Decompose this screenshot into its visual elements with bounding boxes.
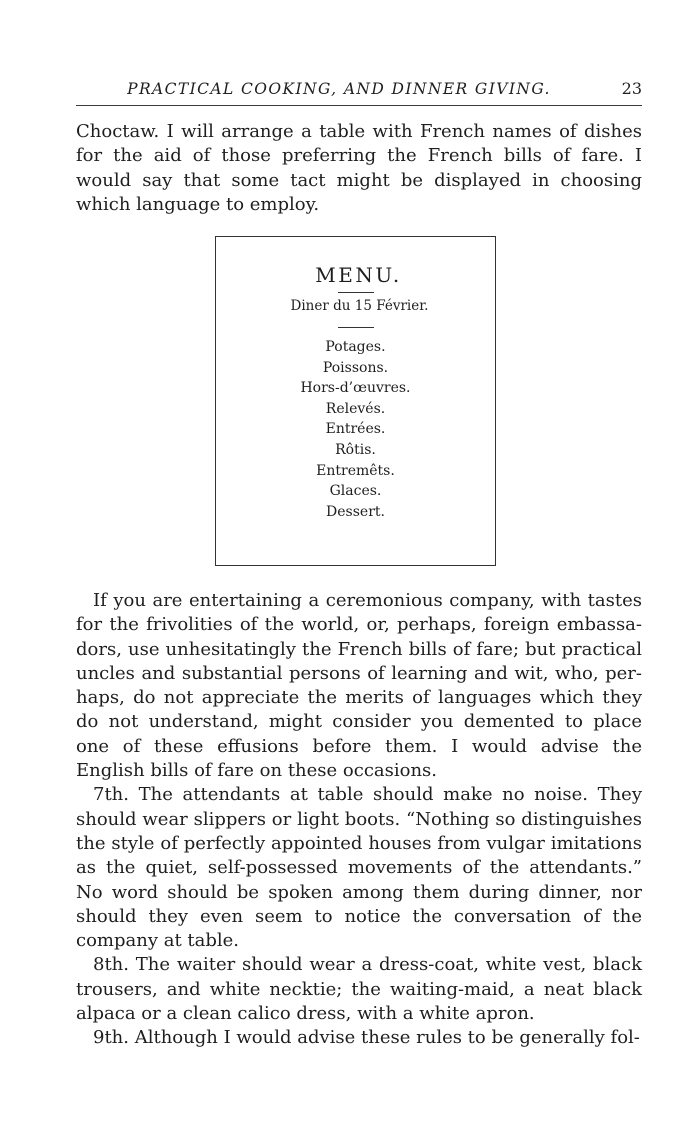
paragraph-rule-9: 9th. Although I would advise these rules to be generally fol-	[93, 1027, 640, 1049]
menu-course: Dessert.	[326, 503, 385, 520]
paragraph-text: Choctaw. I will arrange a table with French names of dishes for the aid of those preferring the French bills of fare. I would say that some tact might be displayed in choosing which language to employ.	[76, 121, 642, 215]
menu-date: Diner du 15 Février.	[290, 298, 429, 314]
intro-paragraph	[76, 120, 642, 217]
body-text	[76, 589, 642, 1051]
menu-course: Glaces.	[329, 483, 382, 500]
paragraph-rule-8: 8th. The waiter should wear a dress-coat, white vest, black trousers, and white necktie; the waiting-maid, a neat black alpaca or a clean calico dress, with a white apron.	[76, 954, 642, 1025]
menu-course: Hors-d’œuvres.	[300, 380, 411, 397]
menu-card	[215, 236, 496, 566]
page-number: 23	[621, 79, 642, 98]
menu-course: Rôtis.	[335, 441, 376, 458]
menu-content	[216, 261, 495, 522]
menu-course: Entrées.	[325, 421, 386, 438]
menu-course: Relevés.	[325, 400, 386, 417]
menu-divider	[338, 292, 374, 293]
header-rule	[76, 105, 642, 106]
menu-course: Entremêts.	[316, 462, 395, 479]
menu-course: Potages.	[325, 339, 386, 355]
menu-course: Poissons.	[322, 359, 389, 376]
running-title: PRACTICAL COOKING, AND DINNER GIVING.	[127, 80, 551, 98]
paragraph-ceremonious-company: If you are entertaining a ceremonious company, with tastes for the frivolities of the world, or, perhaps, foreign embassadors, use unhesitatingly the French bills of fare; but practical uncles and substantial persons of learning and wit, who, perhaps, do not appreciate the merits of languages which they do not understand, might consider you demented to place one of these effusions before them. I would advise the English bills of fare on these occasions.	[76, 590, 642, 782]
running-header	[76, 79, 642, 101]
menu-course-list	[216, 337, 495, 522]
paragraph-rule-7: 7th. The attendants at table should make no noise. They should wear slippers or light boots. “Nothing so distinguishes the style of perfectly appointed houses from vulgar imitations as the quiet, self-possessed movements of the attendants.” No word should be spoken among them during dinner, nor should they even seem to notice the conversation of the company at table.	[76, 784, 642, 952]
menu-title: MENU.	[315, 263, 402, 287]
menu-divider	[338, 327, 374, 328]
